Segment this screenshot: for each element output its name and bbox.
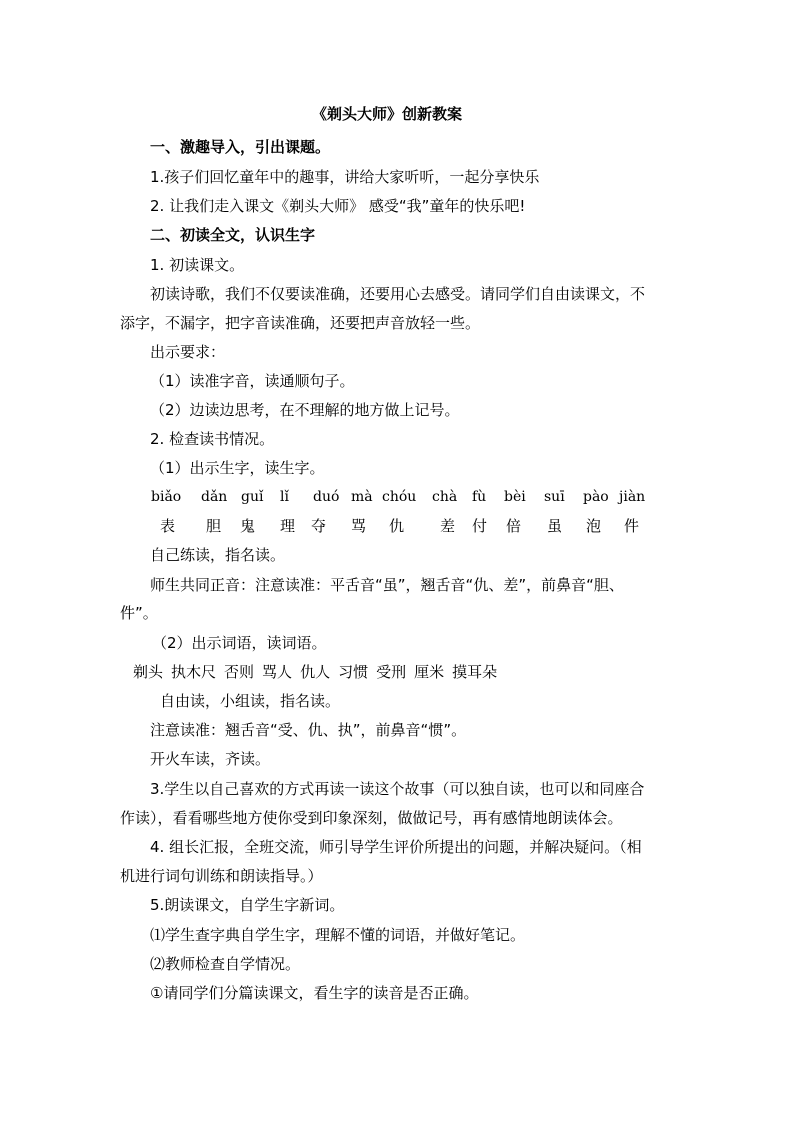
paragraph: 机进行词句训练和朗读指导。）	[120, 867, 323, 885]
pinyin: guǐ	[241, 489, 264, 505]
character: 胆	[206, 517, 222, 535]
pinyin: chà	[432, 489, 458, 505]
character: 虽	[547, 517, 563, 535]
section-heading-2: 二、初读全文，认识生字	[150, 226, 316, 244]
step-label: 2. 检查读书情况。	[150, 430, 275, 448]
vocab-word: 骂人	[262, 663, 293, 681]
vocab-word: 摸耳朵	[452, 663, 498, 681]
pinyin: bèi	[504, 489, 526, 505]
pinyin: suī	[544, 489, 565, 505]
character: 差	[440, 517, 456, 535]
pinyin: fù	[472, 489, 487, 505]
paragraph: 3.学生以自己喜欢的方式再读一读这个故事（可以独自读，也可以和同座合	[150, 780, 645, 798]
character: 倍	[506, 517, 522, 535]
paragraph: 件”。	[120, 604, 158, 622]
pinyin: dǎn	[201, 489, 228, 505]
list-item: ⑵教师检查自学情况。	[150, 955, 301, 973]
paragraph: 1.孩子们回忆童年中的趣事，讲给大家听听，一起分享快乐	[150, 168, 540, 186]
character-row	[151, 516, 691, 536]
vocab-word: 否则	[224, 663, 255, 681]
character: 仇	[389, 517, 405, 535]
pinyin-row	[151, 487, 691, 507]
vocab-word: 受刑	[376, 663, 407, 681]
vocab-word: 执木尺	[171, 663, 217, 681]
paragraph: 出示要求：	[150, 343, 226, 361]
paragraph: 师生共同正音：注意读准：平舌音“虽”，翘舌音“仇、差”，前鼻音“胆、	[150, 576, 624, 594]
character: 鬼	[240, 517, 256, 535]
character: 骂	[351, 517, 367, 535]
section-heading-1: 一、激趣导入，引出课题。	[150, 138, 331, 156]
paragraph: 自己练读，指名读。	[150, 546, 286, 564]
character: 理	[280, 517, 296, 535]
character: 夺	[311, 517, 327, 535]
paragraph: 开火车读，齐读。	[150, 750, 271, 768]
page-title: 《剃头大师》创新教案	[312, 105, 463, 123]
list-item: ①请同学们分篇读课文，看生字的读音是否正确。	[150, 984, 479, 1002]
paragraph: 自由读，小组读，指名读。	[160, 692, 341, 710]
pinyin: pào	[583, 489, 609, 505]
pinyin: biǎo	[151, 489, 182, 505]
paragraph: 注意读准：翘舌音“受、仇、执”，前鼻音“惯”。	[150, 721, 467, 739]
paragraph: 初读诗歌，我们不仅要读准确，还要用心去感受。请同学们自由读课文，不	[150, 285, 646, 303]
vocab-word: 习惯	[338, 663, 369, 681]
paragraph: 添字，不漏字，把字音读准确，还要把声音放轻一些。	[120, 314, 481, 332]
vocab-row	[133, 662, 505, 682]
list-item: （2）出示词语，读词语。	[152, 634, 327, 652]
paragraph: 2. 让我们走入课文《剃头大师》 感受“我”童年的快乐吧!	[150, 197, 526, 215]
pinyin: jiàn	[619, 489, 646, 505]
list-item: ⑴学生查字典自学生字，理解不懂的词语，并做好笔记。	[150, 926, 526, 944]
character: 付	[472, 517, 488, 535]
character: 表	[160, 517, 176, 535]
vocab-word: 厘米	[414, 663, 445, 681]
step-label: 1. 初读课文。	[150, 256, 245, 274]
paragraph: 4. 组长汇报，全班交流，师引导学生评价所提出的问题，并解决疑问。（相	[150, 838, 642, 856]
pinyin: mà	[351, 489, 373, 505]
paragraph: 5.朗读课文，自学生字新词。	[150, 896, 345, 914]
paragraph: 作读），看看哪些地方使你受到印象深刻，做做记号，再有感情地朗读体会。	[120, 809, 623, 827]
pinyin: duó	[313, 489, 340, 505]
vocab-word: 剃头	[133, 663, 164, 681]
list-item: （1）出示生字，读生字。	[150, 459, 325, 477]
pinyin: chóu	[382, 489, 417, 505]
list-item: （1）读准字音，读通顺句子。	[150, 372, 355, 390]
character: 泡	[586, 517, 602, 535]
list-item: （2）边读边思考，在不理解的地方做上记号。	[150, 401, 460, 419]
vocab-word: 仇人	[300, 663, 331, 681]
character: 件	[624, 517, 640, 535]
pinyin: lǐ	[280, 489, 289, 505]
